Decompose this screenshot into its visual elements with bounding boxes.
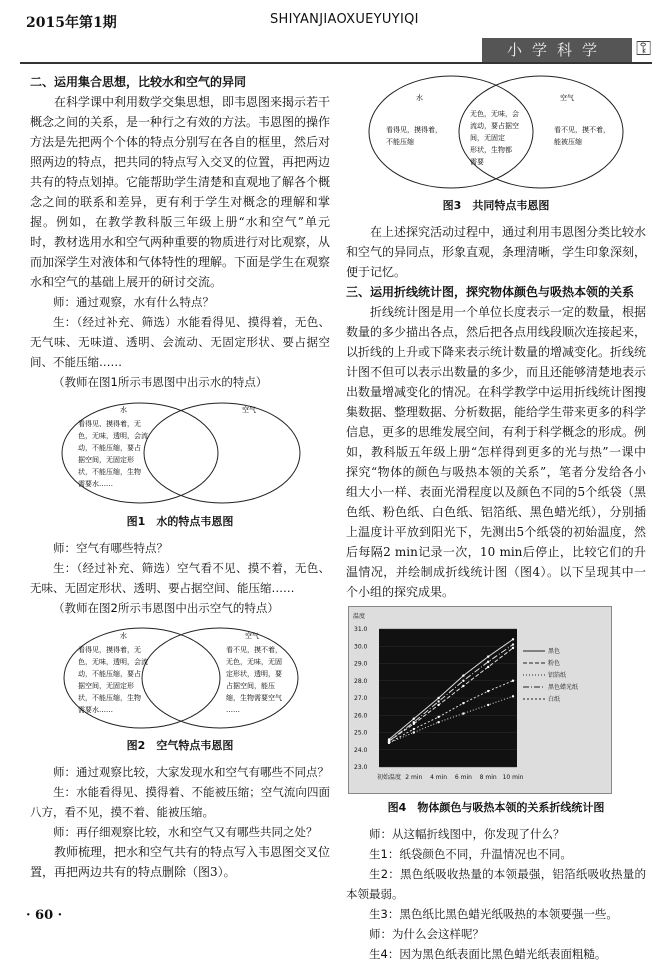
data-point [462,712,464,714]
svg-text:需要水……: 需要水…… [78,706,113,714]
figure-4-caption: 图4 物体颜色与吸热本领的关系折线统计图 [387,801,605,814]
data-point [437,716,439,718]
paragraph: 教师梳理，把水和空气共有的特点写入韦恩图交叉位置，再把两边共有的特点删除（图3）。 [30,845,331,879]
dialogue-line: 师：通过观察比较，大家发现水和空气有哪些不同点？ [53,765,329,779]
issue-label: 2015年第1期 [26,15,117,31]
dialogue-line: 生：水能看得见、摸得着、不能被压缩；空气流向四面八方，看不见，摸不着、能被压缩。 [30,785,330,819]
svg-text:动，不能压缩，要占: 动，不能压缩，要占 [78,444,141,452]
dialogue-line: 师：再仔细观察比较，水和空气又有哪些共同之处？ [53,825,318,839]
paragraph: 在上述探究活动过程中，通过利用韦恩图分类比较水和空气的异同点，形象直观，条理清晰，学生印象深刻，便于记忆。 [346,225,647,279]
header-rule [20,62,652,64]
paragraph: 折线统计图是用一个单位长度表示一定的数量，根据数量的多少描出各点，然后把各点用线段顺次连接起来，以折线的上升或下降来表示统计数量的增减变化。折线统计图不但可以表示出数量的多少，而且还能够清楚地表示出数量增减变化的情况。在科学教学中运用折线统计图搜集数据、整理数据、分析数据，能给学生带来更多的科学信息，更多的思维发展空间，有利于科学概念的形成。例如，教科版五年级上册“怎样得到更多的光与热”一课中探究“物体的颜色与吸热本领的关系”，笔者分发给各小组大小一样、表面光滑程度以及颜色不同的5个纸袋（黑色纸、粉色纸、白色纸、铝箔纸、黑色蜡光纸），分别插上温度计平放到阳光下，先测出5个纸袋的初始温度，然后每隔2 min记录一次，10 min后停止，比较它们的升温情况，并绘制成折线统计图（图4）。以下呈现其中一个小组的探究成果。 [346,305,647,599]
data-point [512,643,514,645]
legend-entry: 黑色 [548,648,561,655]
dialogue-line: 生1：纸袋颜色不同，升温情况也不同。 [369,847,572,861]
y-axis-label: 温度 [353,613,366,620]
svg-text:看不见，摸不着，: 看不见，摸不着， [554,126,610,134]
y-tick-label: 25.0 [354,729,368,737]
dialogue-line: 师：通过观察，水有什么特点？ [53,295,214,309]
x-tick-label: 8 min [479,774,497,781]
svg-text:需要: 需要 [470,158,484,166]
dialogue-line: 生2：黑色纸吸收热量的本领最强，铝箔纸吸收热量的本领最弱。 [346,867,646,901]
x-tick-label: 6 min [454,774,472,781]
svg-text:……: …… [226,706,240,714]
figure-1-caption: 图1 水的特点韦恩图 [126,515,234,528]
dialogue-line: 师：空气有哪些特点？ [53,541,168,555]
y-tick-label: 27.0 [354,695,368,702]
journal-pinyin: SHIYANJIAOXUEYUYIQI [270,12,419,27]
venn-left-text [78,419,148,488]
svg-text:据空间，无固定形: 据空间，无固定形 [78,456,134,464]
data-point [487,661,489,663]
svg-text:看不见，摸不着，: 看不见，摸不着， [226,646,282,654]
svg-text:间，无固定: 间，无固定 [470,134,505,142]
y-tick-label: 28.0 [354,677,368,685]
x-tick-label: 初始温度 [376,774,402,781]
venn-left-text [78,645,148,714]
venn-left-title: 水 [120,406,127,414]
legend-entry: 粉色 [548,660,561,667]
svg-text:能被压缩: 能被压缩 [554,138,582,146]
svg-text:需要水……: 需要水…… [78,480,113,488]
data-point [462,685,464,687]
svg-text:状，不能压缩，生物: 状，不能压缩，生物 [78,694,141,702]
data-point [462,680,464,682]
venn-left-title: 水 [416,94,423,102]
dialogue-line: 生：（经过补充、筛选）水能看得见、摸得着，无色、无气味、无味道、透明、会流动、无固定形状、要占据空间、不能压缩…… [30,315,330,369]
data-point [413,728,415,730]
x-tick-label: 2 min [405,774,423,781]
figure-3-venn [346,72,646,216]
figure-2-caption: 图2 空气特点韦恩图 [126,739,234,752]
svg-text:无色，无味，无固: 无色，无味，无固 [226,658,282,666]
dialogue-line: （教师在图2所示韦恩图中出示空气的特点） [53,601,279,615]
venn-right-title: 空气 [242,406,256,414]
right-column [346,72,646,964]
svg-text:据空间，无固定形: 据空间，无固定形 [78,682,134,690]
data-point [437,697,439,699]
svg-text:看得见、摸得着，无: 看得见、摸得着，无 [78,420,141,428]
data-point [512,680,514,682]
svg-text:定形状，透明，要: 定形状，透明，要 [226,670,282,678]
data-point [437,721,439,723]
data-point [487,655,489,657]
data-point [512,638,514,640]
data-point [413,721,415,723]
venn-right-text [554,125,610,146]
data-point [462,674,464,676]
y-tick-label: 26.0 [354,712,368,720]
legend-entry: 黑色蜡光纸 [548,684,579,691]
y-tick-label: 30.0 [354,643,368,651]
data-point [487,704,489,706]
legend-entry: 白纸 [548,696,561,703]
y-tick-label: 23.0 [354,764,368,771]
y-tick-label: 31.0 [354,626,368,633]
svg-text:缩，生物需要空气: 缩，生物需要空气 [226,694,282,702]
svg-text:不能压缩: 不能压缩 [386,138,414,146]
dialogue-line: 生3：黑色纸比黑色蜡光纸吸热的本领要强一些。 [369,907,618,921]
svg-text:色，无味，透明，会流: 色，无味，透明，会流 [78,658,148,666]
dialogue-line: （教师在图1所示韦恩图中出示水的特点） [53,375,268,389]
dialogue-line: 师：从这幅折线图中，你发现了什么？ [369,827,565,841]
svg-text:动，不能压缩，要占: 动，不能压缩，要占 [78,670,141,678]
data-point [437,700,439,702]
data-point [413,718,415,720]
venn-left-title: 水 [120,632,127,640]
figure-1-venn [30,398,330,532]
section-heading-3: 三、运用折线统计图，探究物体颜色与吸热本领的关系 [346,285,635,299]
data-point [487,666,489,668]
svg-text:看得见，摸得着，无: 看得见，摸得着，无 [78,646,141,654]
venn-right-text [226,645,282,714]
journal-logo-icon: ⚿ [636,36,652,60]
svg-text:状，不能压缩，生物: 状，不能压缩，生物 [78,468,141,476]
x-tick-label: 10 min [502,774,524,781]
data-point [512,695,514,697]
data-point [413,731,415,733]
svg-text:形状，生物都: 形状，生物都 [470,146,512,154]
page-number: · 60 · [26,908,63,923]
y-tick-label: 29.0 [354,660,368,668]
svg-text:流动，要占据空: 流动，要占据空 [470,122,519,130]
venn-right-title: 空气 [245,632,259,640]
svg-text:色，无味，透明，会流: 色，无味，透明，会流 [78,432,148,440]
dialogue-line: 生：（经过补充、筛选）空气看不见、摸不着，无色、无味、无固定形状、透明、要占据空间、能压缩…… [30,561,330,595]
venn-right-title: 空气 [560,94,574,102]
paragraph: 在科学课中利用数学交集思想，即韦恩图来揭示若干概念之间的关系，是一种行之有效的方法。韦恩图的操作方法是先把两个个体的特点分别写在各自的框里，然后对照两边的特点，把共同的特点写入交叉的位置，再把两边共有的特点划掉。它能帮助学生清楚和直观地了解各个概念之间的联系和差异，更有利于学生对概念的理解和掌握。例如，在教学教科版三年级上册“水和空气”单元时，教材选用水和空气两种重要的物质进行对比观察，从而加深学生对液体和气体特性的理解。下面是学生在观察水和空气的基础上展开的研讨交流。 [30,95,331,289]
figure-2-venn [30,624,330,756]
figure-3-caption: 图3 共同特点韦恩图 [442,199,550,212]
dialogue-line: 师：为什么会这样呢？ [369,927,484,941]
svg-text:占据空间，能压: 占据空间，能压 [226,682,275,690]
legend-entry: 铝箔纸 [548,672,567,679]
dialogue-line: 生4：因为黑色纸表面比黑色蜡光纸表面粗糙。 [369,947,607,961]
data-point [437,704,439,706]
journal-title: 小学科学 [482,38,632,62]
data-point [512,647,514,649]
data-point [487,690,489,692]
figure-4-line-chart [348,606,612,794]
y-tick-label: 24.0 [354,746,368,754]
data-point [462,702,464,704]
left-column [30,72,330,882]
x-tick-label: 4 min [430,774,448,781]
svg-text:无色，无味，会: 无色，无味，会 [470,110,519,118]
section-heading-2: 二、运用集合思想，比较水和空气的异同 [30,75,247,89]
data-point [388,742,390,744]
venn-center-text [470,109,519,166]
venn-left-text [386,125,442,146]
svg-text:看得见，摸得着，: 看得见，摸得着， [386,126,442,134]
